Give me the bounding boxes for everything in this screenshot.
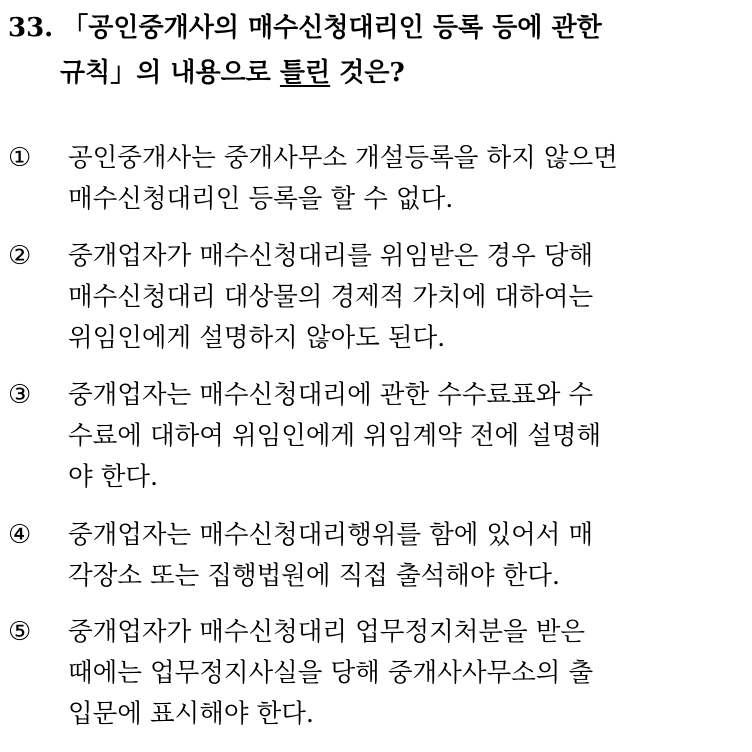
question-emphasis-word: 틀린 <box>279 58 331 88</box>
option-4-marker: ④ <box>8 520 32 550</box>
option-3-line-1: 중개업자는 매수신청대리에 관한 수수료표와 수 <box>68 380 594 410</box>
question-stem <box>8 6 738 96</box>
option-2[interactable] <box>8 236 744 359</box>
option-5-line-3: 입문에 표시해야 한다. <box>68 699 315 729</box>
option-2-text <box>8 236 744 359</box>
option-3-text <box>8 375 744 498</box>
question-line-2 <box>8 51 738 96</box>
option-4[interactable] <box>8 515 744 597</box>
option-5[interactable] <box>8 612 744 735</box>
option-5-marker: ⑤ <box>8 617 32 647</box>
option-1[interactable] <box>8 138 744 220</box>
question-number: 33. <box>8 13 54 43</box>
question-line-1 <box>8 6 738 51</box>
option-4-line-1: 중개업자는 매수신청대리행위를 함에 있어서 매 <box>68 520 594 550</box>
option-2-line-3: 위임인에게 설명하지 않아도 된다. <box>68 323 446 353</box>
option-1-line-2: 매수신청대리인 등록을 할 수 없다. <box>68 184 454 214</box>
option-1-marker: ① <box>8 143 32 173</box>
answer-options <box>8 138 744 735</box>
question-text-line-1: 「공인중개사의 매수신청대리인 등록 등에 관한 <box>62 13 602 43</box>
question-text-line-2-start: 규칙」의 내용으로 <box>60 58 280 88</box>
option-5-line-1: 중개업자가 매수신청대리 업무정지처분을 받은 <box>68 617 585 647</box>
option-3[interactable] <box>8 375 744 498</box>
option-4-text <box>8 515 744 597</box>
option-5-line-2: 때에는 업무정지사실을 당해 중개사사무소의 출 <box>68 658 594 688</box>
option-2-line-1: 중개업자가 매수신청대리를 위임받은 경우 당해 <box>68 241 594 271</box>
question-text-line-2-end: 것은? <box>330 58 405 88</box>
option-3-marker: ③ <box>8 380 32 410</box>
option-1-line-1: 공인중개사는 중개사무소 개설등록을 하지 않으면 <box>68 143 618 173</box>
option-4-line-2: 각장소 또는 집행법원에 직접 출석해야 한다. <box>68 561 561 591</box>
option-2-marker: ② <box>8 241 32 271</box>
option-3-line-2: 수료에 대하여 위임인에게 위임계약 전에 설명해 <box>68 421 602 451</box>
option-1-text <box>8 138 744 220</box>
option-2-line-2: 매수신청대리 대상물의 경제적 가치에 대하여는 <box>68 282 594 312</box>
option-3-line-3: 야 한다. <box>68 462 159 492</box>
option-5-text <box>8 612 744 735</box>
